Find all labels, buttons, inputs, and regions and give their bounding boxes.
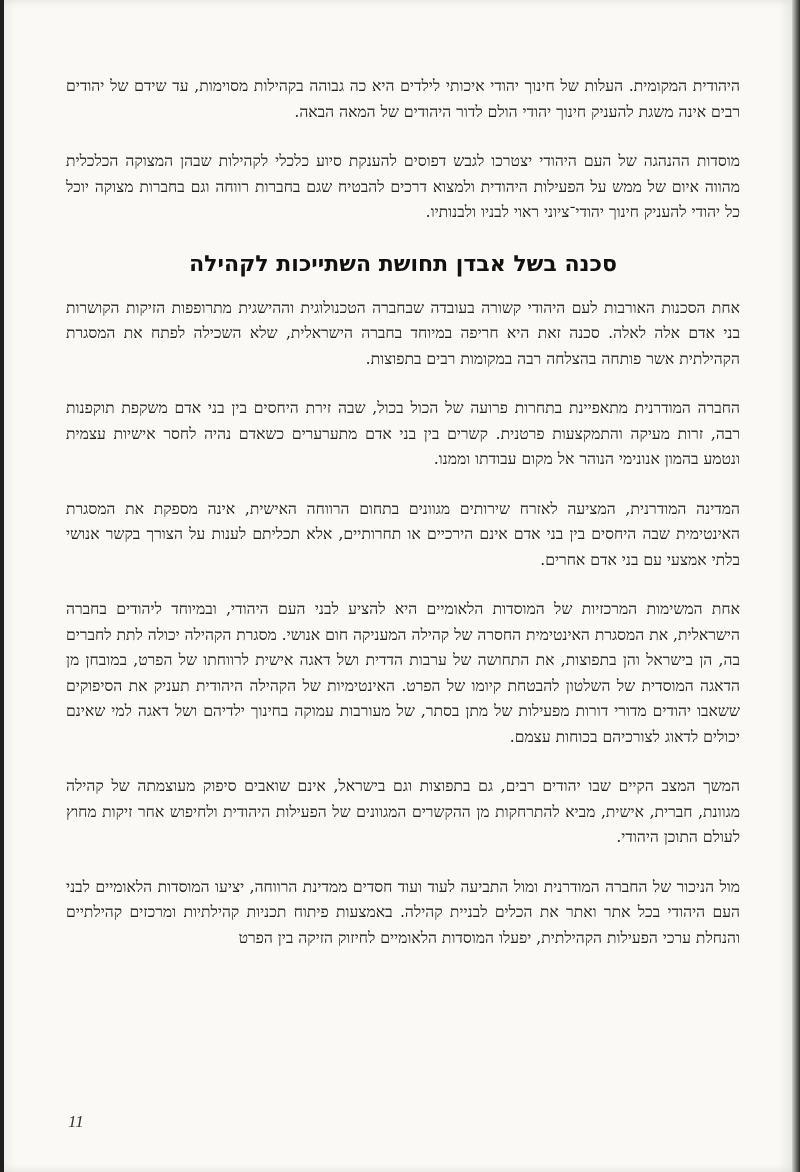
document-page xyxy=(4,0,792,1172)
paragraph-6: אחת המשימות המרכזיות של המוסדות הלאומיים היא להציע לבני העם היהודי, ובמיוחד ליהודים בחברה הישראלית, את המסגרת האינטימית החסרה של קהילה המעניקה חום אנושי. מסגרת הקהילה יכולה לתת לחברים בה, הן בישראל והן בתפוצות, את התחושה של ערבות הדדית ושל דאגה אישית לרווחתו של הפרט, במובחן מן הדאגה המוסדית של השלטון להבטחת קיומו של הפרט. האינטימיות של הקהילה היהודית תעניק את הסיפוקים ששאבו יהודים מדורי דורות מפעילות של מתן בסתר, של מעורבות עמוקה בחינוך ילדיהם ושל דאגה למי שאינם יכולים לדאוג לצורכיהם בכוחות עצמם. xyxy=(66,600,740,746)
paragraph-1: היהודית המקומית. העלות של חינוך יהודי איכותי לילדים היא כה גבוהה בקהילות מסוימות, עד שידם של יהודים רבים אינה משגת להעניק חינוך יהודי הולם לדור היהודים של המאה הבאה. xyxy=(66,77,740,121)
page-edge-shadow xyxy=(792,0,800,1172)
paragraph-4: החברה המודרנית מתאפיינת בתחרות פרועה של הכול בכול, שבה זירת היחסים בין בני אדם משקפת תוקפנות רבה, זרות מעיקה והתמקצעות פרטנית. קשרים בין בני אדם מתערערים כשאדם נהיה לחסר אישיות עצמית ונטמע בהמון אנונימי הנוהר אל מקום עבודתו וממנו. xyxy=(66,399,740,468)
section-heading: סכנה בשל אבדן תחושת השתייכות לקהילה xyxy=(189,251,617,277)
paragraph-3: אחת הסכנות האורבות לעם היהודי קשורה בעובדה שבחברה הטכנולוגית וההישגית מתרופפות הזיקות הקושרות בני אדם אלה לאלה. סכנה זאת היא חריפה במיוחד בחברה הישראלית, שלא השכילה לפתח את המסגרת הקהילתית אשר פותחה בהצלחה רבה במקומות רבים בתפוצות. xyxy=(66,298,740,368)
paragraph-5: המדינה המודרנית, המציעה לאזרח שירותים מגוונים בתחום הרווחה האישית, אינה מספקת את המסגרת האינטימית שבה היחסים בין בני אדם אינם הירכיים או תחרותיים, אלא תכליתם לענות על הצורך בקשר אנושי בלתי אמצעי עם בני אדם אחרים. xyxy=(66,499,740,569)
page-content xyxy=(66,74,740,975)
paragraph-2: מוסדות ההנהגה של העם היהודי יצטרכו לגבש דפוסים להענקת סיוע כלכלי לקהילות שבהן המצוקה הכלכלית מהווה איום של ממש על הפעילות היהודית ולמצוא דרכים להבטיח שגם בחברות רווחה וגם בחברות מצוקה יוכל כל יהודי להעניק חינוך יהודי־ציוני ראוי לבניו ולבנותיו. xyxy=(66,152,740,221)
paragraph-8: מול הניכור של החברה המודרנית ומול התביעה לעוד ועוד חסדים ממדינת הרווחה, יציעו המוסדות הלאומיים לבני העם היהודי בכל אתר ואתר את הכלים לבניית קהילה. באמצעות פיתוח תכניות קהילתיות ומרכזים קהילתיים והנחלת ערכי הפעילות הקהילתית, יפעלו המוסדות הלאומיים לחיזוק הזיקה בין הפרט xyxy=(66,877,740,947)
paragraph-7: המשך המצב הקיים שבו יהודים רבים, גם בתפוצות וגם בישראל, אינם שואבים סיפוק מעוצמתה של קהילה מגוונת, חברית, אישית, מביא להתרחקות מן ההקשרים המגוונים של הפעילות היהודית ולחיפוש אחר זיקות מחוץ לעולם התוכן היהודי. xyxy=(66,777,740,846)
page-number: 11 xyxy=(68,1112,84,1131)
